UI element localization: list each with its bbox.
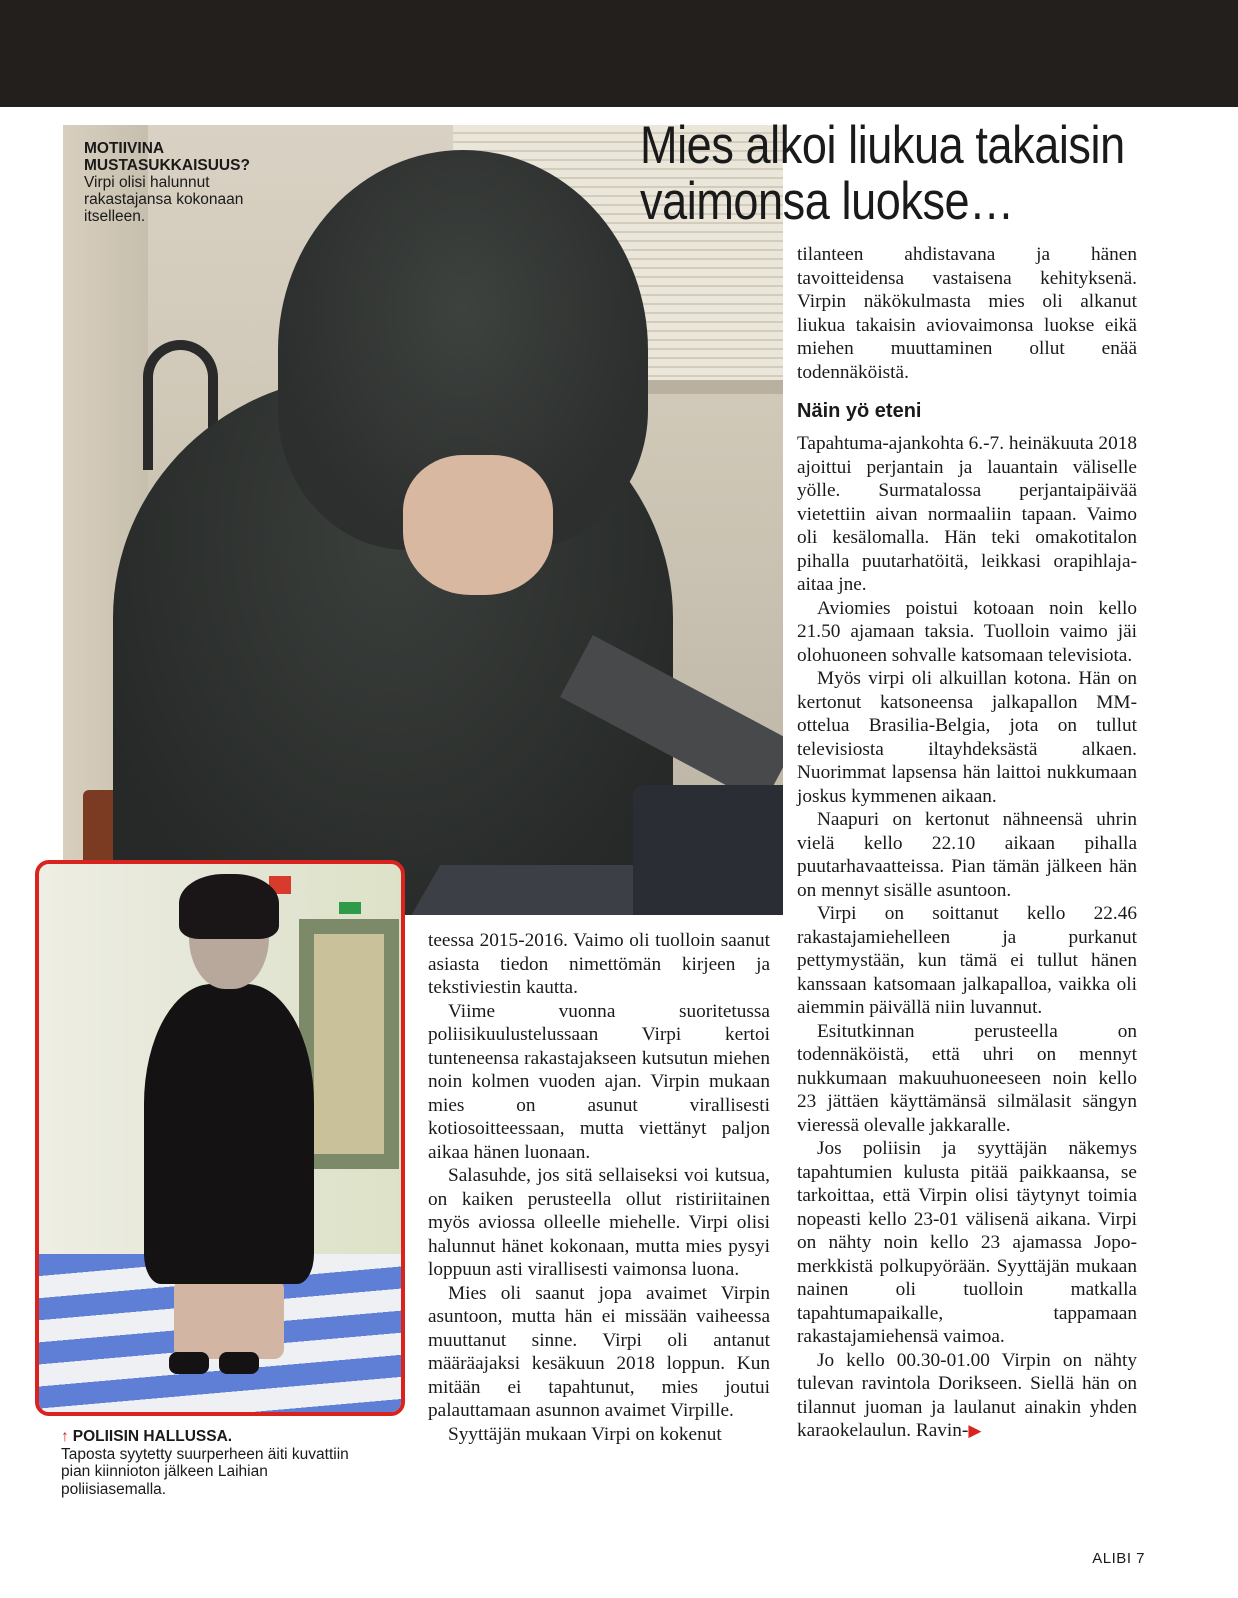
subheading: Näin yö eteni: [797, 400, 922, 422]
article-column-right: [797, 432, 1137, 1443]
photo-laptop-bag: [633, 785, 783, 915]
inset-person-shoe-left: [169, 1352, 209, 1374]
main-photo: [63, 125, 783, 915]
page-number: ALIBI 7: [1092, 1550, 1145, 1567]
headline: Mies alkoi liukua takaisin vaimonsa luokse…: [640, 116, 1125, 231]
inset-person-dress: [144, 984, 314, 1284]
main-photo-caption-head: MOTIIVINA MUSTASUKKAISUUS?: [84, 140, 250, 174]
article-column-middle: [428, 929, 770, 1446]
inset-photo-caption-text: Taposta syytetty suurperheen äiti kuvattiin pian kiinnioton jälkeen Laihian poliisiasemalla.: [61, 1445, 349, 1498]
top-bar: [0, 0, 1238, 107]
inset-hallway: [314, 934, 384, 1154]
inset-photo: [35, 860, 405, 1416]
paragraph: Esitutkinnan perusteella on todennäköistä, että uhri on mennyt nukkumaan makuuhuoneeseen noin kello 23 jättäen käyttämänsä silmälasit sängyn vieressä olevalle jakkaralle.: [797, 1020, 1137, 1136]
paragraph: Mies oli saanut jopa avaimet Virpin asuntoon, mutta hän ei missään vaiheessa muuttanut sinne. Virpi oli antanut määräajaksi kesäkuun 2018 loppun. Kun mitään ei tapahtunut, mies joutui palauttamaan asunnon avaimet Virpille.: [428, 1282, 770, 1421]
paragraph: Syyttäjän mukaan Virpi on kokenut: [448, 1423, 722, 1445]
inset-exit-sign: [339, 902, 361, 914]
paragraph-last: [797, 1349, 1137, 1443]
paragraph: Naapuri on kertonut nähneensä uhrin vielä kello 22.10 aikaan pihalla puutarhavaatteissa. Pian tämän jälkeen hän on mennyt sisälle asuntoon.: [797, 809, 1137, 901]
paragraph: Virpi on soittanut kello 22.46 rakastajamiehelleen ja purkanut pettymystään, kun tämä ei tullut hänen kanssaan katsomaan jalkapalloa, vaikka oli aiemmin päivällä niin luvannut.: [797, 903, 1137, 1018]
paragraph: teessa 2015-2016. Vaimo oli tuolloin saanut asiasta tiedon nimettömän kirjeen ja tekstiviestin kautta.: [428, 930, 770, 998]
article-column-right-top: [797, 243, 1137, 384]
main-photo-caption: [84, 140, 274, 225]
paragraph: tilanteen ahdistavana ja hänen tavoitteidensa vastaisena kehityksenä. Virpin näkökulmasta mies oli alkanut liukua takaisin aviovaimonsa luokse eikä miehen muuttaminen ollut enää todennäköistä.: [797, 244, 1137, 383]
main-photo-caption-text: Virpi olisi halunnut rakastajansa kokonaan itselleen.: [84, 174, 244, 225]
paragraph: Aviomies poistui kotoaan noin kello 21.50 ajamaan taksia. Tuolloin vaimo jäi olohuoneen sohvalle katsomaan televisiota.: [797, 597, 1137, 666]
inset-person-hair: [179, 874, 279, 939]
inset-person-shoe-right: [219, 1352, 259, 1374]
paragraph: Tapahtuma-ajankohta 6.-7. heinäkuuta 2018 ajoittui perjantain ja lauantain väliselle yölle. Surmatalossa perjantaipäivää vietettiin aivan normaaliin tapaan. Vaimo oli kesälomalla. Hän teki omakotitalon pihalla puutarhatöitä, leikkasi orapihlaja-aitaa jne.: [797, 433, 1137, 595]
photo-hands: [403, 455, 553, 595]
paragraph: Myös virpi oli alkuillan kotona. Hän on kertonut katsoneensa jalkapallon MM-ottelua Brasilia-Belgia, jota on tullut televisiosta iltayhdeksästä alkaen. Nuorimmat lapsensa hän laittoi nukkumaan joskus kymmenen aikaan.: [797, 668, 1137, 807]
inset-photo-caption-head: [61, 1428, 361, 1446]
paragraph-last-text: Jo kello 00.30-01.00 Virpin on nähty tulevan ravintola Dorikseen. Siellä hän on tilannut juoman ja laulanut ainakin yhden karaokelaulun. Ravin-: [797, 1349, 1137, 1441]
inset-person-legs: [174, 1279, 284, 1359]
paragraph: Jos poliisin ja syyttäjän näkemys tapahtumien kulusta pitää paikkaansa, se tarkoittaa, että Virpin olisi täytynyt toimia nopeasti kello 23-01 välisenä aikana. Virpi on nähty noin kello 23 ajamassa Jopo-merkkistä polkupyörään. Syyttäjän mukaan nainen oli tuolloin matkalla tapahtumapaikalle, tappamaan rakastajamiehensä vaimoa.: [797, 1138, 1137, 1347]
paragraph: Salasuhde, jos sitä sellaiseksi voi kutsua, on kaiken perusteella ollut ristiriitainen myös aviossa olleelle miehelle. Virpi olisi halunnut hänet kokonaan, mutta mies pysyi loppuun asti virallisesti vaimonsa luona.: [428, 1165, 770, 1280]
inset-photo-caption: [61, 1428, 361, 1498]
paragraph: Viime vuonna suoritetussa poliisikuulustelussaan Virpi kertoi tunteneensa rakastajakseen kutsutun miehen noin kolmen vuoden ajan. Virpin mukaan mies on asunut virallisesti kotiosoitteessaan, mutta viettänyt paljon aikaa hänen luonaan.: [428, 1000, 770, 1163]
arrow-up-icon: ↑: [61, 1428, 69, 1445]
continue-arrow-icon: ▶: [968, 1421, 982, 1440]
inset-photo-caption-title: POLIISIN HALLUSSA.: [72, 1428, 233, 1445]
